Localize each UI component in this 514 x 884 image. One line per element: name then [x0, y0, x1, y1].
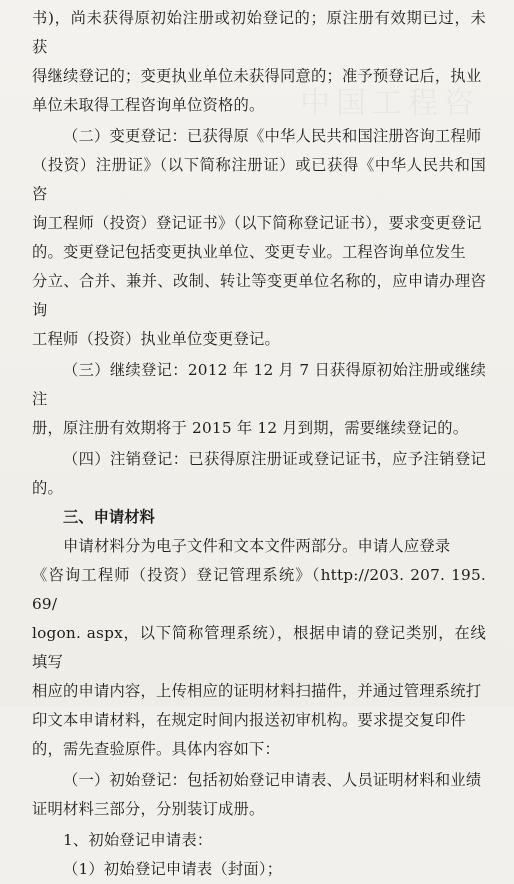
paragraph-change-registration: （二）变更登记：已获得原《中华人民共和国注册咨询工程师 （投资）注册证》（以下简称注册证）或已获得《中华人民共和国咨 询工程师（投资）登记证书》（以下简称登记证书），要求变更登记 的。变更登记包括变更执业单位、变更专业。工程咨询单位发生 分立、合并、兼并、改制、转让等变更单位名称的，应申请办理咨询 工程师（投资）执业单位变更登记。 — [32, 127, 486, 348]
list-item-application-form: 1、初始登记申请表： — [63, 831, 213, 849]
paragraph-continued-registration: （三）继续登记：2012 年 12 月 7 日获得原初始注册或继续注 册，原注册有效期将于 2015 年 12 月到期，需要继续登记的。 — [32, 361, 486, 437]
section-heading-application-materials: 三、申请材料 — [63, 508, 155, 526]
paragraph-conditions-continued: 书)，尚未获得原初始注册或初始登记的；原注册有效期已过，未获 得继续登记的；变更执业单位未获得同意的；准予预登记后，执业 单位未取得工程咨询单位资格的。 — [32, 9, 486, 114]
paragraph-cancellation-registration: （四）注销登记：已获得原注册证或登记证书，应予注销登记的。 — [32, 450, 486, 497]
background-watermark: 中国工程咨 — [300, 86, 480, 121]
list-item-form-cover: （1）初始登记申请表（封面）； — [63, 860, 283, 878]
paragraph-initial-registration: （一）初始登记：包括初始登记申请表、人员证明材料和业绩 证明材料三部分，分别装订成册。 — [32, 771, 482, 818]
paragraph-materials-overview: 申请材料分为电子文件和文本文件两部分。申请人应登录 《咨询工程师（投资）登记管理系统》（http://203. 207. 195. 69/ logon. aspx，以下简称管理系统），根据申请的登记类别，在线填写 相应的申请内容，上传相应的证明材料扫描件，并通过管理系统打 印文本申请材料，在规定时间内报送初审机构。要求提交复印件 的，需先查验原件。具体内容如下： — [32, 537, 486, 758]
